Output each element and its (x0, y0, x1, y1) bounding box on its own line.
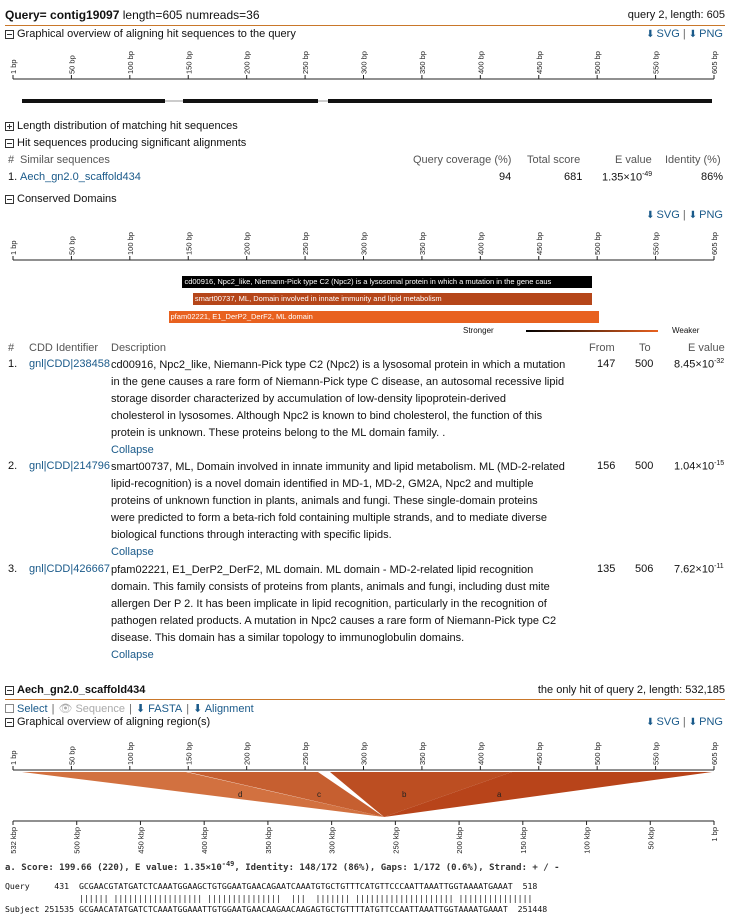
cdd-id-link[interactable]: gnl|CDD|426667 (29, 563, 110, 575)
download-svg-link[interactable]: ⬇ SVG (646, 28, 680, 40)
expand-icon (5, 122, 14, 131)
collapse-icon (5, 139, 14, 148)
hit-toolbar: Select | 👁 Sequence | ⬇ FASTA | ⬇ Alignment (5, 702, 254, 715)
graph2-downloads (646, 209, 723, 221)
collapse-icon (5, 195, 14, 204)
ruler-label: 1 bp (9, 59, 18, 74)
cdd-row-num: 1. (8, 358, 18, 370)
conserved-domains-title: Conserved Domains (17, 193, 117, 205)
graph-region-toggle[interactable] (5, 716, 210, 728)
ruler-label: 1 bp (710, 827, 719, 842)
download-icon: ⬇ (646, 210, 655, 221)
hit-sequences-toggle[interactable] (5, 137, 246, 149)
download-png-link[interactable]: ⬇ PNG (688, 209, 723, 221)
download-icon: ⬇ (135, 703, 146, 715)
ruler-label: 50 bp (67, 746, 77, 765)
hit-link[interactable]: Aech_gn2.0_scaffold434 (20, 171, 141, 183)
cdd-description: cd00916, Npc2_like, Niemann-Pick type C2 (Npc2) is a lysosomal protein in which a mutation in the gene causes a rare form of Niemann-Pick type C disease, an autosomal recessive lipid storage disorder characterized by accumulation of low-density lipoprotein-derived cholesterol in lysosomes. Although Npc2 is known to bind cholesterol, the function of this protein is unknown. These proteins belong to the ML domain family. . Collapse (111, 357, 591, 459)
sequence-link[interactable]: 👁 Sequence (58, 703, 126, 715)
col-coverage: Query coverage (%) (413, 154, 512, 166)
ruler-label: 605 bp (710, 742, 719, 765)
ruler-label: 50 kbp (646, 827, 656, 850)
graph-region-title: Graphical overview of aligning region(s) (17, 716, 211, 728)
hit-num: 1. (8, 171, 18, 183)
ruler-label: 500 bp (593, 51, 603, 74)
ruler-label: 550 bp (651, 51, 661, 74)
ruler-label: 250 bp (301, 742, 311, 765)
ruler-label: 450 bp (534, 232, 544, 255)
hit-length: the only hit of query 2, length: 532,185 (537, 684, 725, 696)
cdd-to: 500 (635, 460, 654, 472)
ruler-label: 350 bp (417, 51, 427, 74)
collapse-link[interactable]: Collapse (111, 546, 154, 558)
ruler-label: 250 kbp (391, 827, 401, 854)
col-score: Total score (527, 154, 581, 166)
col-num: # (8, 154, 15, 166)
hsp-map (0, 772, 731, 820)
ruler-label: 150 bp (184, 232, 194, 255)
ruler-label: 150 bp (184, 742, 194, 765)
hit-header (5, 683, 725, 700)
alignment-match-line: |||||| |||||||||||||||||| ||||||||||||||| ||| ||||||| |||||||||||||||||||| ||||||||||||||| (5, 893, 533, 903)
download-icon: ⬇ (688, 29, 698, 40)
cdd-from: 135 (597, 563, 616, 575)
download-icon: ⬇ (688, 717, 698, 728)
cdd-evalue: $8.45\times 10^{-32}$ (674, 358, 725, 371)
col-similar: Similar sequences (20, 154, 110, 166)
legend-gradient (526, 328, 658, 334)
cdd-id-link[interactable]: gnl|CDD|214796 (29, 460, 110, 472)
ruler-label: 450 kbp (136, 827, 146, 854)
hit-title-toggle[interactable]: Aech_gn2.0_scaffold434 (5, 684, 145, 696)
cdd-col-to: To (639, 342, 651, 354)
query-length: query 2, length: 605 (627, 9, 725, 21)
ruler-label: 1 bp (9, 750, 18, 765)
ruler-label: 350 bp (417, 742, 427, 765)
cdd-from: 156 (597, 460, 616, 472)
ruler-label: 1 bp (9, 240, 18, 255)
ruler-label: 250 bp (301, 51, 311, 74)
collapse-icon (5, 718, 14, 727)
download-icon: ⬇ (646, 717, 655, 728)
cdd-evalue: $7.62\times 10^{-11}$ (674, 563, 724, 576)
legend-stronger: Stronger (463, 326, 494, 335)
graph1-downloads (646, 28, 723, 40)
download-png-link[interactable]: ⬇ PNG (688, 28, 723, 40)
alignment-subject-line: Subject 251535 GCGAACATATGATCTCAAATGGAAATTGTGGAATGAACAAGAACAAGAGTGCTGTTTTATGTTCCAATTAAATTGGTAAAATGAAAT 251448 (5, 904, 548, 914)
ruler-label: 200 bp (242, 742, 252, 765)
ruler-label: 605 bp (710, 51, 719, 74)
separator: | (682, 28, 686, 40)
col-identity: Identity (%) (665, 154, 721, 166)
ruler-label: 150 bp (184, 51, 194, 74)
hit-coverage-line (0, 95, 731, 107)
separator: | (682, 209, 686, 221)
fasta-link[interactable]: ⬇ FASTA (135, 703, 183, 715)
ruler-label: 500 bp (593, 742, 603, 765)
graph-overview-toggle[interactable] (5, 28, 296, 40)
ruler-label: 200 kbp (455, 827, 465, 854)
ruler-label: 50 bp (67, 55, 77, 74)
conserved-domains-toggle[interactable] (5, 193, 117, 205)
ruler-label: 550 bp (651, 232, 661, 255)
cdd-col-id: CDD Identifier (29, 342, 99, 354)
cdd-col-from: From (589, 342, 615, 354)
cdd-row-num: 2. (8, 460, 18, 472)
select-label[interactable]: Select (17, 702, 48, 715)
ruler-label: 250 bp (301, 232, 311, 255)
cdd-col-evalue: E value (688, 342, 725, 354)
ruler-label: 100 bp (125, 232, 135, 255)
cdd-description: pfam02221, E1_DerP2_DerF2, ML domain. ML domain - MD-2-related lipid recognition domain. This family consists of proteins from plants, animals and fungi, including dust mite allergen Der P 2. It has been implicate in lipid recognition, particularly in the recognition of pathogen related products. A mutation in Npc2 causes a rare form of Niemann-Pick type C2 disease. This domain has a similar topology to immunoglobulin domains. Collapse (111, 562, 591, 664)
query-header (5, 6, 725, 26)
download-png-link[interactable]: ⬇ PNG (688, 716, 723, 728)
hit-sequences-title: Hit sequences producing significant alignments (17, 137, 247, 149)
cdd-from: 147 (597, 358, 616, 370)
ruler-label: 400 kbp (200, 827, 210, 854)
cdd-to: 506 (635, 563, 654, 575)
ruler-label: 400 bp (476, 232, 486, 255)
legend-weaker: Weaker (672, 326, 700, 335)
hsp-label-d: d (238, 790, 243, 799)
alignment-query-line: Query 431 GCGAACGTATGATCTCAAATGGAAGCTGTGGAATGAACAGAATCAAATGTGCTGTTTCATGTTCCCAATTAAATTGGTAAAATGAAAT 518 (5, 881, 538, 891)
subject-ruler (0, 817, 731, 857)
ruler-label: 100 bp (125, 742, 135, 765)
cdd-to: 500 (635, 358, 654, 370)
query-title: Query= contig19097 length=605 numreads=36 (5, 8, 260, 22)
download-icon: ⬇ (646, 29, 655, 40)
cdd-evalue: $1.04\times 10^{-15}$ (674, 460, 725, 473)
select-checkbox[interactable] (5, 704, 14, 713)
ruler-label: 300 kbp (327, 827, 337, 854)
collapse-link[interactable]: Collapse (111, 444, 154, 456)
ruler-label: 605 bp (710, 232, 719, 255)
download-icon: ⬇ (688, 210, 698, 221)
hsp-label-b: b (402, 790, 407, 799)
ruler-label: 100 kbp (582, 827, 592, 854)
alignment-summary: a. Score: 199.66 (220), E value: $1.35\times 10^{-49}$, Identity: 148/172 (86%), Gaps: 1/172 (0.6%), Strand: + / - (5, 860, 560, 873)
ruler-label: 350 kbp (263, 827, 273, 854)
ruler-label: 532 kbp (9, 827, 18, 854)
alignment-link[interactable]: ⬇ Alignment (193, 703, 254, 715)
cdd-row-num: 3. (8, 563, 18, 575)
hsp-label-c: c (317, 790, 321, 799)
ruler-label: 450 bp (534, 51, 544, 74)
ruler-label: 500 bp (593, 232, 603, 255)
ruler-label: 400 bp (476, 51, 486, 74)
col-evalue: E value (615, 154, 652, 166)
ruler-label: 200 bp (242, 51, 252, 74)
collapse-icon (5, 30, 14, 39)
ruler-label: 150 kbp (518, 827, 528, 854)
hsp-label-a: a (497, 790, 502, 799)
cdd-col-num: # (8, 342, 15, 354)
cdd-col-desc: Description (111, 342, 167, 354)
download-icon: ⬇ (193, 703, 203, 715)
collapse-link[interactable]: Collapse (111, 649, 154, 661)
ruler-label: 350 bp (417, 232, 427, 255)
ruler-label: 300 bp (359, 232, 369, 255)
ruler-label: 200 bp (242, 232, 252, 255)
hit-coverage: 94 (499, 171, 512, 183)
ruler-label: 300 bp (359, 51, 369, 74)
separator: | (682, 716, 686, 728)
cdd-id-link[interactable]: gnl|CDD|238458 (29, 358, 110, 370)
domain-bar-pfam02221[interactable]: pfam02221, E1_DerP2_DerF2, ML domain (169, 311, 600, 323)
download-svg-link[interactable]: ⬇ SVG (646, 209, 680, 221)
cdd-description: smart00737, ML, Domain involved in innate immunity and lipid metabolism. ML (MD-2-related lipid-recognition) is a novel domain identified in MD-1, MD-2, GM2A, Npc2 and multiple proteins of unknown function in plants, animals and fungi. These single-domain proteins were predicted to form a beta-rich fold containing multiple strands, and to mediate diverse biological functions through interacting with specific lipids. Collapse (111, 459, 591, 561)
download-svg-link[interactable]: ⬇ SVG (646, 716, 680, 728)
ruler-label: 550 bp (651, 742, 661, 765)
ruler-label: 300 bp (359, 742, 369, 765)
ruler-label: 100 bp (125, 51, 135, 74)
query-ruler-3 (0, 732, 731, 772)
eye-icon: 👁 (58, 703, 73, 715)
ruler-label: 450 bp (534, 742, 544, 765)
hit-evalue: $1.35\times 10^{-49}$ (602, 171, 653, 184)
ruler-label: 500 kbp (72, 827, 82, 854)
length-distribution-toggle[interactable] (5, 120, 238, 132)
graph-overview-title: Graphical overview of aligning hit sequences to the query (17, 28, 296, 40)
graph3-downloads (646, 716, 723, 728)
hit-identity: 86% (701, 171, 724, 183)
length-distribution-title: Length distribution of matching hit sequences (17, 120, 238, 132)
hit-score: 681 (564, 171, 583, 183)
ruler-label: 50 bp (67, 236, 77, 255)
domain-bar-cd00916[interactable]: cd00916, Npc2_like, Niemann-Pick type C2 (Npc2) is a lysosomal protein in which a mutation in the gene caus (182, 276, 592, 288)
domain-bar-smart00737[interactable]: smart00737, ML, Domain involved in innate immunity and lipid metabolism (193, 293, 592, 305)
collapse-icon (5, 686, 14, 695)
ruler-label: 400 bp (476, 742, 486, 765)
